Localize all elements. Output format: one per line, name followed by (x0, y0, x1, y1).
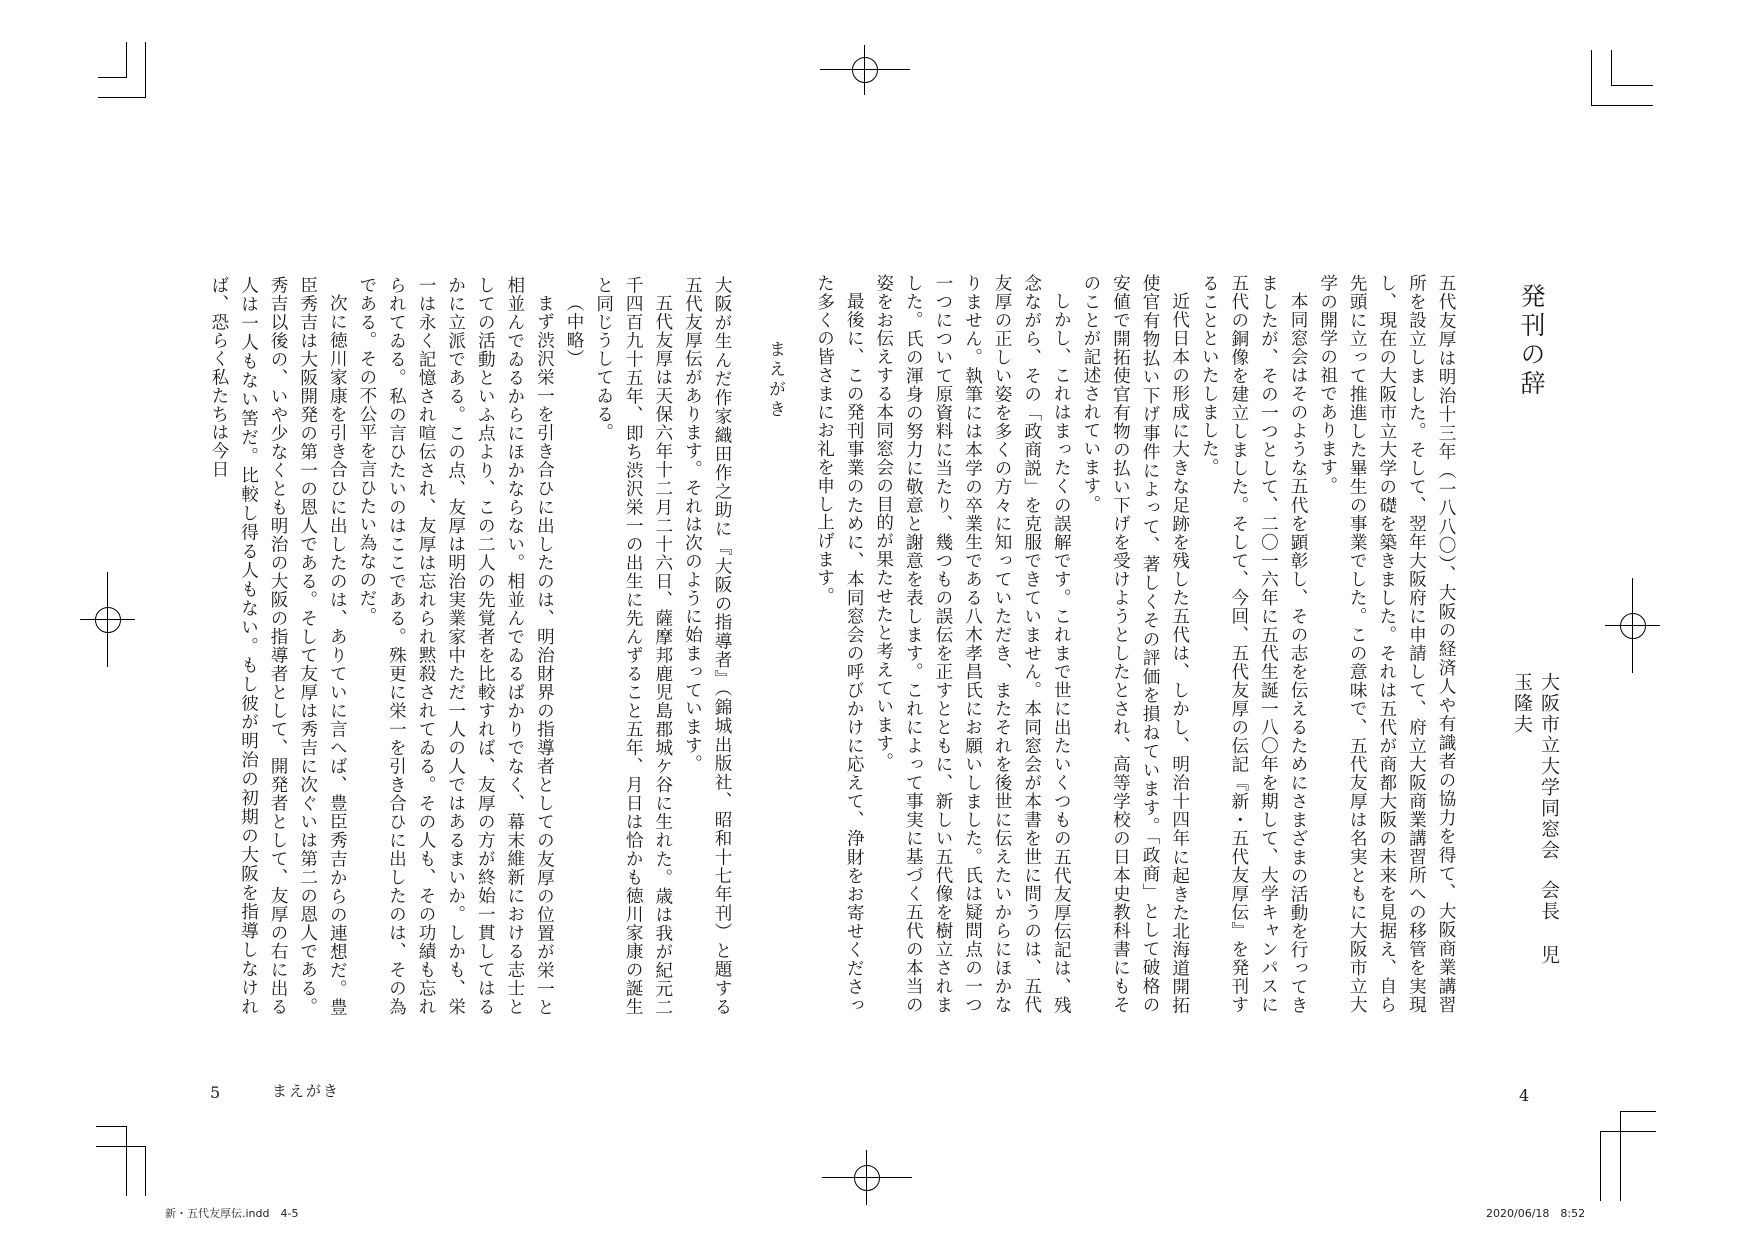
paragraph: 大阪が生んだ作家織田作之助に『大阪の指導者』（錦城出版社、昭和十七年刊）と題する五代友厚伝があります。それは次のように始まっています。 (682, 276, 732, 1016)
preface-heading: まえがき (765, 340, 785, 420)
paragraph: 最後に、この発刊事業のために、本同窓会の呼びかけに応えて、浄財をお寄せくださった多くの皆さまにお礼を申し上げます。 (814, 274, 865, 1014)
author-role: 会長 (1538, 880, 1560, 922)
page-title: 発刊の辞 (1517, 283, 1546, 399)
registration-mark-left (80, 572, 135, 667)
registration-mark-right (1605, 578, 1660, 673)
foreword-body (814, 274, 1460, 1014)
registration-mark-top (820, 45, 910, 95)
running-head-left: まえがき (272, 1082, 341, 1100)
author-name: 児玉隆夫 (1511, 672, 1560, 966)
author-organization: 大阪市立大学同窓会 (1538, 672, 1560, 861)
page-number-right: 4 (1519, 1086, 1530, 1105)
paragraph: 五代友厚は明治十三年（一八八〇）、大阪の経済人や有識者の協力を得て、大阪商業講習所を設立しました。そして、翌年大阪府に申請して、府立大阪商業講習所への移管を実現し、現在の大阪市立大学の礎を築きました。それは五代が商都大阪の未来を見据え、自ら先頭に立って推進した畢生の事業でした。この意味で、五代友厚は名実ともに大阪市立大学の開学の祖であります。 (1317, 274, 1456, 1014)
preface-body (196, 276, 736, 1016)
quote-paragraph: 次に徳川家康を引き合ひに出したのは、ありていに言へば、豊臣秀吉からの連想だ。豊臣秀吉は大阪開発の第一の恩人である。そして友厚は秀吉に次ぐいは第二の恩人である。秀吉以後の、いや少なくとも明治の大阪の指導者として、開発者として、友厚の右に出る人は一人もない筈だ。比較し得る人もない。もし彼が明治の初期の大阪を指導しなければ、恐らく私たちは今日 (208, 276, 348, 1016)
paragraph: 近代日本の形成に大きな足跡を残した五代は、しかし、明治十四年に起きた北海道開拓使官有物払い下げ事件によって、著しくその評価を損ねています。「政商」として破格の安値で開拓使官有物の払い下げを受けようとしたとされ、高等学校の日本史教科書にもそのことが記述されています。 (1080, 274, 1190, 1014)
page-number-left: 5 (210, 1083, 221, 1102)
registration-mark-bottom (822, 1150, 912, 1205)
author-line (1509, 672, 1563, 982)
slug-timestamp: 2020/06/18 8:52 (1486, 1207, 1586, 1220)
quote-paragraph: まず渋沢栄一を引き合ひに出したのは、明治財界の指導者としての友厚の位置が栄一と相並んでゐるからにほかならない。相並んでゐるばかりでなく、幕末維新における志士としての活動といふ点より、この二人の先覚者を比較すれば、友厚の方が終始一貫してはるかに立派である。この点、友厚は明治実業家中ただ一人の人ではあるまいか。しかも、栄一は永く記憶され喧伝され、友厚は忘れられ黙殺されてゐる。その人も、その功績も忘れられてゐる。私の言ひたいのはここである。殊更に栄一を引き合ひに出したのは、その為である。その不公平を言ひたい為なのだ。 (356, 276, 555, 1016)
paragraph: しかし、これはまったくの誤解です。これまで世に出たいくつもの五代友厚伝記は、残念ながら、その「政商説」を克服できていません。本同窓会が本書を世に問うのは、五代友厚の正しい姿を多くの方々に知っていただき、またそれを後世に伝えたいからにほかなりません。執筆には本学の卒業生である八木孝昌氏にお願いしました。氏は疑問点の一つ一つについて原資料に当たり、幾つもの誤伝を正すとともに、新しい五代像を樹立されました。氏の渾身の努力に敬意と謝意を表します。これによって事実に基づく五代の本当の姿をお伝えする本同窓会の目的が果たせたと考えています。 (873, 274, 1072, 1014)
slug-filename: 新・五代友厚伝.indd 4-5 (165, 1207, 299, 1220)
paragraph: 本同窓会はそのような五代を顕彰し、その志を伝えるためにさまざまの活動を行ってきましたが、その一つとして、二〇一六年に五代生誕一八〇年を期して、大学キャンパスに五代の銅像を建立しました。そして、今回、五代友厚の伝記『新・五代友厚伝』を発刊することといたしました。 (1199, 274, 1309, 1014)
quote-paragraph: 五代友厚は天保六年十二月二十六日、薩摩邦鹿児島郡城ケ谷に生れた。歳は我が紀元二千四百九十五年、即ち渋沢栄一の出生に先んずること五年、月日は恰かも徳川家康の誕生と同じうしてゐる。 (593, 276, 673, 1016)
omission-mark: （中略） (564, 293, 585, 368)
